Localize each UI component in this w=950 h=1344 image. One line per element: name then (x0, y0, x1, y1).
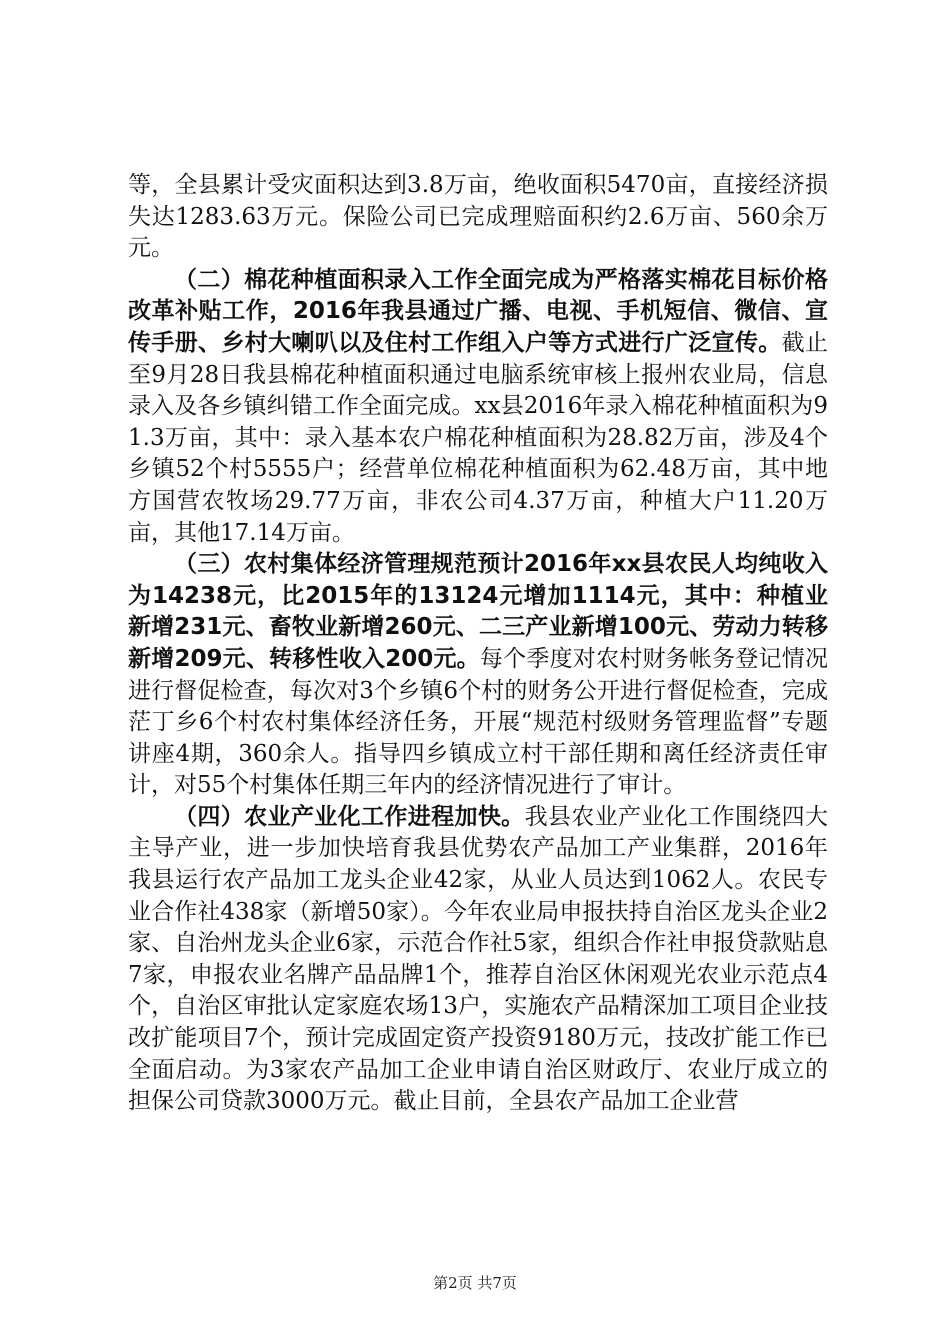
paragraph-body: 我县农业产业化工作围绕四大主导产业，进一步加快培育我县优势农产品加工产业集群，2016年我县运行农产品加工龙头企业42家，从业人员达到1062人。农民专业合作社438家（新增50家）。今年农业局申报扶持自治区龙头企业2家、自治州龙头企业6家，示范合作社5家，组织合作社申报贷款贴息7家，申报农业名牌产品品牌1个，推荐自治区休闲观光农业示范点4个，自治区审批认定家庭农场13户，实施农产品精深加工项目企业技改扩能项目7个，预计完成固定资产投资9180万元，技改扩能工作已全面启动。为3家农产品加工企业申请自治区财政厅、农业厅成立的担保公司贷款3000万元。截止目前，全县农产品加工企业营 (128, 803, 829, 1115)
paragraph-section-3 (128, 549, 828, 802)
paragraph-body: 等，全县累计受灾面积达到3.8万亩，绝收面积5470亩，直接经济损失达1283.63万元。保险公司已完成理赔面积约2.6万亩、560余万元。 (128, 172, 828, 262)
paragraph-section-2 (128, 265, 828, 549)
paragraph-section-4 (128, 802, 828, 1118)
section-heading: （三）农村集体经济管理规范预计2016年xx县农民人均纯收入为14238元，比2015年的13124元增加1114元，其中：种植业新增231元、畜牧业新增260元、二三产业新增100元、劳动力转移新增209元、转移性收入200元。 (128, 551, 828, 672)
page-number: 第2页 共7页 (433, 1274, 517, 1292)
paragraph-body: 截止至9月28日我县棉花种植面积通过电脑系统审核上报州农业局，信息录入及各乡镇纠错工作全面完成。xx县2016年录入棉花种植面积为91.3万亩，其中：录入基本农户棉花种植面积为28.82万亩，涉及4个乡镇52个村5555户；经营单位棉花种植面积为62.48万亩，其中地方国营农牧场29.77万亩，非农公司4.37万亩，种植大户11.20万亩，其他17.14万亩。 (128, 329, 829, 546)
paragraph-body: 每个季度对农村财务帐务登记情况进行督促检查，每次对3个乡镇6个村的财务公开进行督促检查，完成茫丁乡6个村农村集体经济任务，开展“规范村级财务管理监督”专题讲座4期，360余人。指导四乡镇成立村干部任期和离任经济责任审计，对55个村集体任期三年内的经济情况进行了审计。 (128, 645, 829, 799)
section-heading: （二）棉花种植面积录入工作全面完成为严格落实棉花目标价格改革补贴工作，2016年我县通过广播、电视、手机短信、微信、宣传手册、乡村大喇叭以及住村工作组入户等方式进行广泛宣传。 (128, 266, 828, 356)
paragraph-continued (128, 170, 828, 265)
page-footer (0, 1272, 950, 1293)
section-heading: （四）农业产业化工作进程加快。 (174, 803, 525, 830)
document-body (128, 170, 828, 1118)
